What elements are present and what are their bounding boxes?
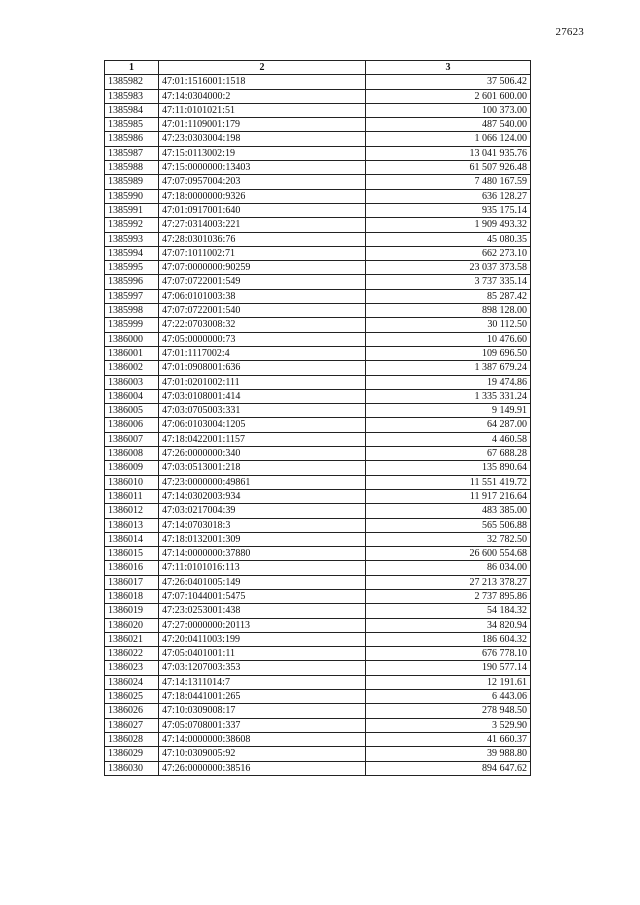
cadastral-value-cell: 6 443.06 [366,690,531,704]
row-number-cell: 1386020 [105,618,159,632]
cadastral-number-cell: 47:03:0108001:414 [159,389,366,403]
table-row [105,489,531,503]
row-number-cell: 1386009 [105,461,159,475]
table-row [105,532,531,546]
row-number-cell: 1386000 [105,332,159,346]
row-number-cell: 1385986 [105,132,159,146]
table-header-row [105,61,531,75]
row-number-cell: 1386027 [105,718,159,732]
cadastral-number-cell: 47:18:0132001:309 [159,532,366,546]
table-row [105,132,531,146]
cadastral-value-cell: 186 604.32 [366,632,531,646]
table-row [105,589,531,603]
cadastral-value-cell: 23 037 373.58 [366,261,531,275]
cadastral-value-cell: 12 191.61 [366,675,531,689]
table-row [105,732,531,746]
table-row [105,447,531,461]
cadastral-value-cell: 894 647.62 [366,761,531,775]
row-number-cell: 1385985 [105,118,159,132]
cadastral-number-cell: 47:18:0422001:1157 [159,432,366,446]
row-number-cell: 1386011 [105,489,159,503]
table-row [105,346,531,360]
cadastral-value-cell: 61 507 926.48 [366,161,531,175]
column-header-2: 2 [159,61,366,75]
table-row [105,389,531,403]
cadastral-number-cell: 47:14:0703018:3 [159,518,366,532]
row-number-cell: 1386013 [105,518,159,532]
row-number-cell: 1386004 [105,389,159,403]
cadastral-number-cell: 47:18:0000000:9326 [159,189,366,203]
cadastral-value-cell: 1 335 331.24 [366,389,531,403]
cadastral-number-cell: 47:11:0101016:113 [159,561,366,575]
cadastral-value-cell: 676 778.10 [366,647,531,661]
cadastral-number-cell: 47:23:0000000:49861 [159,475,366,489]
cadastral-number-cell: 47:07:0722001:549 [159,275,366,289]
cadastral-number-cell: 47:14:1311014:7 [159,675,366,689]
table-row [105,432,531,446]
cadastral-value-cell: 11 917 216.64 [366,489,531,503]
table-row [105,289,531,303]
cadastral-number-cell: 47:26:0000000:340 [159,447,366,461]
cadastral-number-cell: 47:05:0401001:11 [159,647,366,661]
row-number-cell: 1385988 [105,161,159,175]
row-number-cell: 1386016 [105,561,159,575]
table-row [105,218,531,232]
column-header-3: 3 [366,61,531,75]
cadastral-number-cell: 47:01:0917001:640 [159,203,366,217]
cadastral-value-cell: 4 460.58 [366,432,531,446]
cadastral-value-cell: 64 287.00 [366,418,531,432]
cadastral-value-cell: 34 820.94 [366,618,531,632]
cadastral-number-cell: 47:20:0411003:199 [159,632,366,646]
row-number-cell: 1385996 [105,275,159,289]
row-number-cell: 1386006 [105,418,159,432]
row-number-cell: 1386021 [105,632,159,646]
cadastral-value-cell: 662 273.10 [366,246,531,260]
table-row [105,175,531,189]
cadastral-value-cell: 487 540.00 [366,118,531,132]
cadastral-value-cell: 85 287.42 [366,289,531,303]
cadastral-number-cell: 47:03:0217004:39 [159,504,366,518]
cadastral-value-cell: 10 476.60 [366,332,531,346]
cadastral-number-cell: 47:11:0101021:51 [159,103,366,117]
table-row [105,747,531,761]
table-row [105,475,531,489]
cadastral-value-cell: 86 034.00 [366,561,531,575]
cadastral-number-cell: 47:07:0957004:203 [159,175,366,189]
cadastral-value-cell: 636 128.27 [366,189,531,203]
cadastral-value-cell: 9 149.91 [366,404,531,418]
cadastral-number-cell: 47:22:0703008:32 [159,318,366,332]
cadastral-number-cell: 47:27:0000000:20113 [159,618,366,632]
cadastral-number-cell: 47:14:0000000:38608 [159,732,366,746]
table-row [105,761,531,775]
cadastral-number-cell: 47:07:1011002:71 [159,246,366,260]
cadastral-value-cell: 19 474.86 [366,375,531,389]
cadastral-value-cell: 37 506.42 [366,75,531,89]
row-number-cell: 1385987 [105,146,159,160]
cadastral-value-cell: 41 660.37 [366,732,531,746]
table-row [105,332,531,346]
cadastral-value-cell: 3 529.90 [366,718,531,732]
cadastral-number-cell: 47:23:0253001:438 [159,604,366,618]
cadastral-value-cell: 13 041 935.76 [366,146,531,160]
row-number-cell: 1385990 [105,189,159,203]
cadastral-value-cell: 27 213 378.27 [366,575,531,589]
cadastral-number-cell: 47:06:0103004:1205 [159,418,366,432]
table-row [105,189,531,203]
cadastral-value-cell: 45 080.35 [366,232,531,246]
cadastral-value-cell: 2 737 895.86 [366,589,531,603]
table-row [105,618,531,632]
cadastral-number-cell: 47:03:0705003:331 [159,404,366,418]
row-number-cell: 1385989 [105,175,159,189]
cadastral-value-cell: 32 782.50 [366,532,531,546]
table-row [105,547,531,561]
cadastral-value-cell: 39 988.80 [366,747,531,761]
cadastral-value-cell: 898 128.00 [366,304,531,318]
page-number: 27623 [555,26,584,38]
cadastral-number-cell: 47:10:0309008:17 [159,704,366,718]
table-row [105,304,531,318]
cadastral-value-table [104,60,531,776]
table-row [105,375,531,389]
cadastral-value-cell: 278 948.50 [366,704,531,718]
cadastral-number-cell: 47:03:0513001:218 [159,461,366,475]
table-row [105,661,531,675]
table-row [105,718,531,732]
row-number-cell: 1385984 [105,103,159,117]
table-row [105,404,531,418]
table-row [105,575,531,589]
table-row [105,118,531,132]
row-number-cell: 1386017 [105,575,159,589]
table-row [105,461,531,475]
table-row [105,275,531,289]
cadastral-number-cell: 47:15:0000000:13403 [159,161,366,175]
row-number-cell: 1386023 [105,661,159,675]
cadastral-number-cell: 47:01:1109001:179 [159,118,366,132]
row-number-cell: 1386015 [105,547,159,561]
cadastral-number-cell: 47:07:0722001:540 [159,304,366,318]
cadastral-number-cell: 47:07:0000000:90259 [159,261,366,275]
cadastral-value-cell: 1 909 493.32 [366,218,531,232]
row-number-cell: 1386029 [105,747,159,761]
row-number-cell: 1385995 [105,261,159,275]
cadastral-number-cell: 47:23:0303004:198 [159,132,366,146]
row-number-cell: 1386012 [105,504,159,518]
row-number-cell: 1385997 [105,289,159,303]
cadastral-number-cell: 47:01:1516001:1518 [159,75,366,89]
cadastral-value-cell: 100 373.00 [366,103,531,117]
cadastral-value-cell: 54 184.32 [366,604,531,618]
table-row [105,75,531,89]
cadastral-value-cell: 7 480 167.59 [366,175,531,189]
cadastral-number-cell: 47:15:0113002:19 [159,146,366,160]
cadastral-value-cell: 11 551 419.72 [366,475,531,489]
row-number-cell: 1385991 [105,203,159,217]
table-row [105,361,531,375]
row-number-cell: 1386018 [105,589,159,603]
row-number-cell: 1385992 [105,218,159,232]
cadastral-number-cell: 47:14:0304000:2 [159,89,366,103]
cadastral-number-cell: 47:26:0401005:149 [159,575,366,589]
table-row [105,161,531,175]
table-row [105,103,531,117]
row-number-cell: 1386005 [105,404,159,418]
cadastral-value-cell: 135 890.64 [366,461,531,475]
cadastral-value-cell: 109 696.50 [366,346,531,360]
table-body [105,75,531,776]
cadastral-value-cell: 190 577.14 [366,661,531,675]
table-row [105,518,531,532]
row-number-cell: 1386030 [105,761,159,775]
cadastral-value-cell: 30 112.50 [366,318,531,332]
cadastral-number-cell: 47:06:0101003:38 [159,289,366,303]
row-number-cell: 1385998 [105,304,159,318]
table-row [105,246,531,260]
table-row [105,561,531,575]
table-row [105,418,531,432]
table-row [105,632,531,646]
row-number-cell: 1386007 [105,432,159,446]
row-number-cell: 1386008 [105,447,159,461]
table-row [105,89,531,103]
cadastral-number-cell: 47:27:0314003:221 [159,218,366,232]
cadastral-number-cell: 47:28:0301036:76 [159,232,366,246]
cadastral-value-cell: 483 385.00 [366,504,531,518]
table-row [105,690,531,704]
cadastral-value-cell: 3 737 335.14 [366,275,531,289]
cadastral-number-cell: 47:05:0708001:337 [159,718,366,732]
row-number-cell: 1385994 [105,246,159,260]
row-number-cell: 1386002 [105,361,159,375]
table-row [105,504,531,518]
cadastral-value-cell: 1 387 679.24 [366,361,531,375]
row-number-cell: 1386001 [105,346,159,360]
row-number-cell: 1386019 [105,604,159,618]
row-number-cell: 1386022 [105,647,159,661]
row-number-cell: 1385983 [105,89,159,103]
row-number-cell: 1386028 [105,732,159,746]
cadastral-number-cell: 47:05:0000000:73 [159,332,366,346]
table-row [105,318,531,332]
table-row [105,146,531,160]
cadastral-number-cell: 47:03:1207003:353 [159,661,366,675]
row-number-cell: 1386024 [105,675,159,689]
cadastral-number-cell: 47:01:1117002:4 [159,346,366,360]
cadastral-number-cell: 47:07:1044001:5475 [159,589,366,603]
cadastral-value-cell: 1 066 124.00 [366,132,531,146]
cadastral-number-cell: 47:14:0302003:934 [159,489,366,503]
table-row [105,261,531,275]
cadastral-number-cell: 47:01:0908001:636 [159,361,366,375]
table-row [105,704,531,718]
row-number-cell: 1386026 [105,704,159,718]
cadastral-number-cell: 47:10:0309005:92 [159,747,366,761]
row-number-cell: 1386003 [105,375,159,389]
cadastral-number-cell: 47:26:0000000:38516 [159,761,366,775]
cadastral-value-cell: 2 601 600.00 [366,89,531,103]
cadastral-value-cell: 26 600 554.68 [366,547,531,561]
cadastral-value-cell: 67 688.28 [366,447,531,461]
cadastral-number-cell: 47:14:0000000:37880 [159,547,366,561]
row-number-cell: 1386025 [105,690,159,704]
row-number-cell: 1386010 [105,475,159,489]
table-row [105,604,531,618]
cadastral-value-cell: 565 506.88 [366,518,531,532]
table-row [105,647,531,661]
cadastral-number-cell: 47:18:0441001:265 [159,690,366,704]
table-row [105,675,531,689]
table-row [105,232,531,246]
row-number-cell: 1386014 [105,532,159,546]
table-row [105,203,531,217]
column-header-1: 1 [105,61,159,75]
row-number-cell: 1385993 [105,232,159,246]
cadastral-value-cell: 935 175.14 [366,203,531,217]
row-number-cell: 1385999 [105,318,159,332]
row-number-cell: 1385982 [105,75,159,89]
cadastral-number-cell: 47:01:0201002:111 [159,375,366,389]
